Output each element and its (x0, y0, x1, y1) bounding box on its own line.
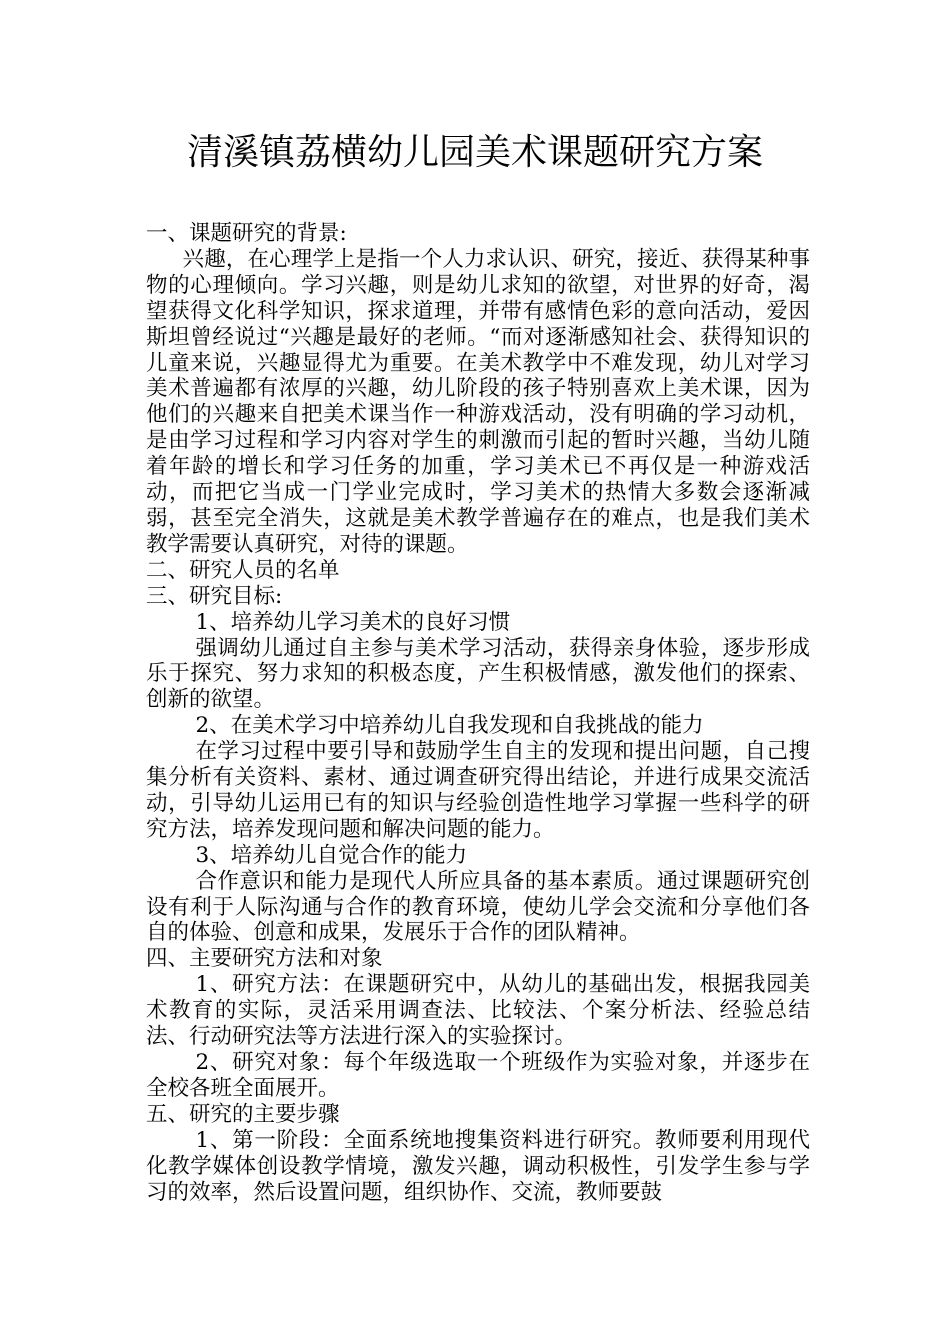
paragraph: 2、在美术学习中培养幼儿自我发现和自我挑战的能力 (195, 713, 704, 739)
section-heading: 四、主要研究方法和对象 (146, 946, 383, 972)
paragraph: 1、培养幼儿学习美术的良好习惯 (195, 609, 511, 635)
paragraph: 1、第一阶段：全面系统地搜集资料进行研究。教师要利用现代化教学媒体创设教学情境，激发兴趣，调动积极性，引发学生参与学习的效率，然后设置问题，组织协作、交流，教师要鼓 (146, 1127, 810, 1205)
paragraph: 1、研究方法：在课题研究中，从幼儿的基础出发，根据我园美术教育的实际，灵活采用调查法、比较法、个案分析法、经验总结法、行动研究法等方法进行深入的实验探讨。 (146, 972, 810, 1050)
paragraph: 2、研究对象：每个年级选取一个班级作为实验对象，并逐步在全校各班全面展开。 (146, 1050, 810, 1101)
document-title: 清溪镇荔横幼儿园美术课题研究方案 (186, 132, 763, 173)
section-heading: 五、研究的主要步骤 (146, 1101, 340, 1127)
section-heading: 二、研究人员的名单 (146, 557, 340, 583)
paragraph: 强调幼儿通过自主参与美术学习活动，获得亲身体验，逐步形成乐于探究、努力求知的积极态度，产生积极情感，激发他们的探索、创新的欲望。 (146, 635, 810, 713)
paragraph: 在学习过程中要引导和鼓励学生自主的发现和提出问题，自己搜集分析有关资料、素材、通过调查研究得出结论，并进行成果交流活动，引导幼儿运用已有的知识与经验创造性地学习掌握一些科学的研究方法，培养发现问题和解决问题的能力。 (146, 739, 810, 842)
paragraph: 3、培养幼儿自觉合作的能力 (195, 842, 468, 868)
document-body (146, 221, 810, 1205)
section-heading: 一、课题研究的背景: (146, 221, 347, 246)
paragraph: 兴趣，在心理学上是指一个人力求认识、研究，接近、获得某种事物的心理倾向。学习兴趣，则是幼儿求知的欲望，对世界的好奇，渴望获得文化科学知识，探求道理，并带有感情色彩的意向活动，爱因斯坦曾经说过“兴趣是最好的老师。“而对逐渐感知社会、获得知识的儿童来说，兴趣显得尤为重要。在美术教学中不难发现，幼儿对学习美术普遍都有浓厚的兴趣，幼儿阶段的孩子特别喜欢上美术课，因为他们的兴趣来自把美术课当作一种游戏活动，没有明确的学习动机，是由学习过程和学习内容对学生的刺激而引起的暂时兴趣，当幼儿随着年龄的增长和学习任务的加重，学习美术已不再仅是一种游戏活动，而把它当成一门学业完成时，学习美术的热情大多数会逐渐减弱，甚至完全消失，这就是美术教学普遍存在的难点，也是我们美术教学需要认真研究，对待的课题。 (146, 246, 810, 557)
paragraph: 合作意识和能力是现代人所应具备的基本素质。通过课题研究创设有利于人际沟通与合作的教育环境，使幼儿学会交流和分享他们各自的体验、创意和成果，发展乐于合作的团队精神。 (146, 868, 810, 946)
section-heading: 三、研究目标: (146, 583, 283, 609)
